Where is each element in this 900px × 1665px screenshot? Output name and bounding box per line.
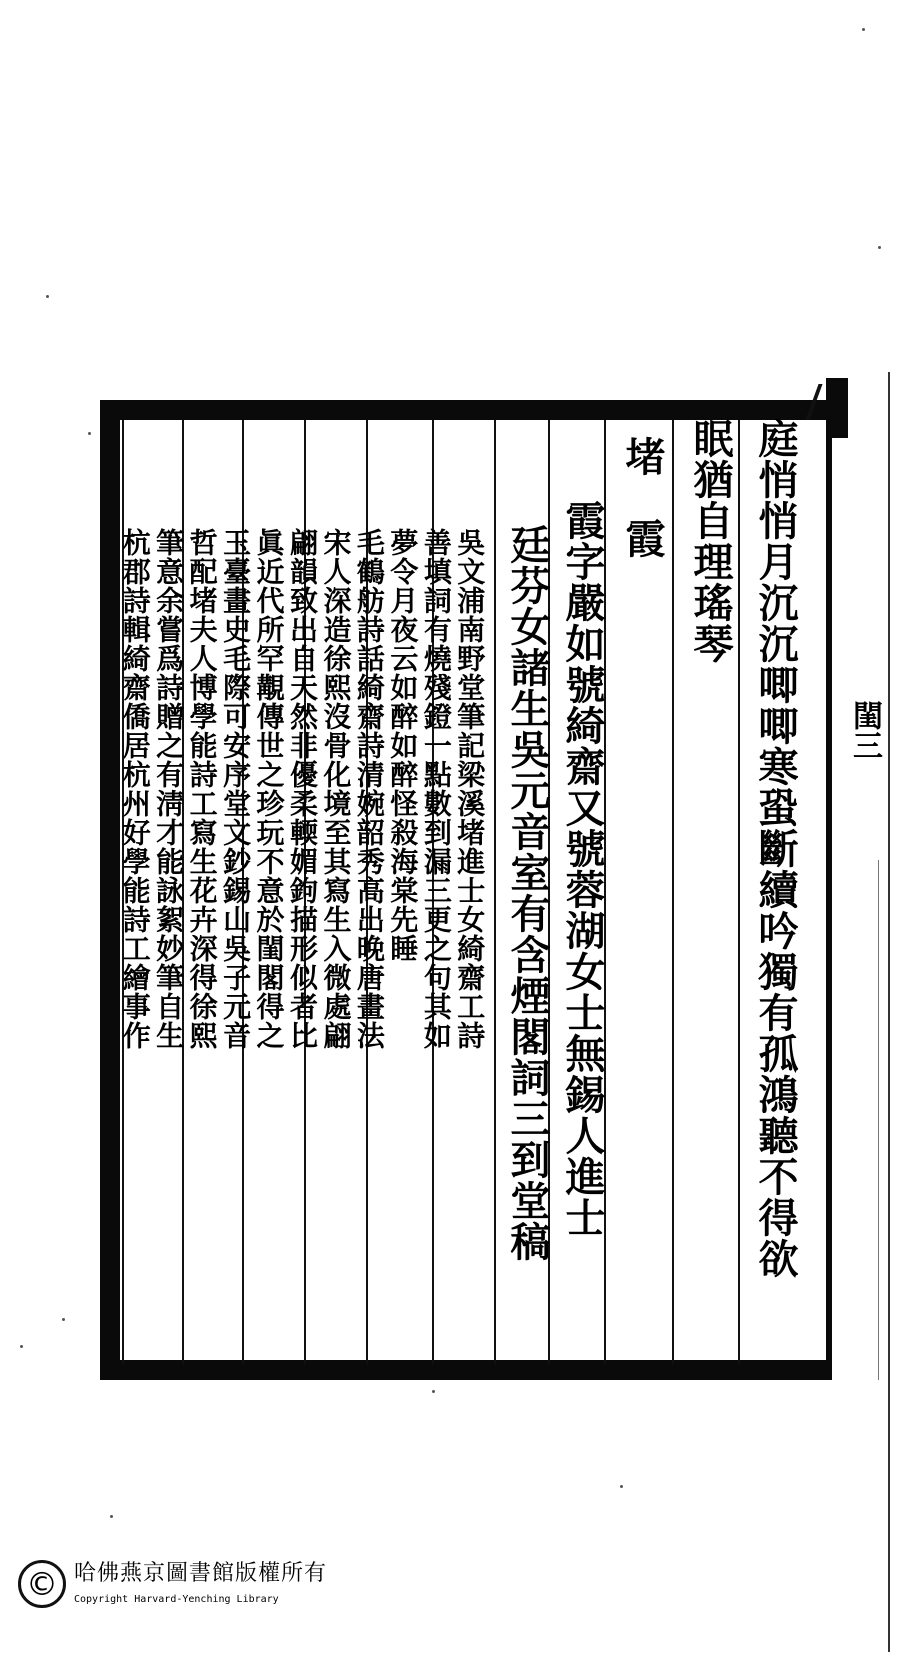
text-column-annotation: 善填詞有燒殘鐙一點數到漏三更之句其如 xyxy=(419,528,453,1050)
text-column-annotation: 毛鶴舫詩話綺齋詩清婉韶秀高出晚唐畫法 xyxy=(352,528,386,1050)
text-column-annotation: 夢令月夜云如醉如醉怪殺海棠先睡 xyxy=(386,528,420,963)
text-column: 堵 霞 xyxy=(619,436,666,559)
text-column-annotation: 筆意余嘗爲詩贈之有淸才能詠絮妙筆自生 xyxy=(152,528,186,1050)
text-column: 庭悄悄月沉沉唧唧寒蛩斷續吟獨有孤鴻聽不得欲 xyxy=(752,418,799,1279)
text-column: 眠猶自理瑤琴 xyxy=(687,418,734,664)
speck xyxy=(20,1345,23,1348)
text-column-annotation: 翩韻致出自天然非優柔輭媚鉤描形似者比 xyxy=(286,528,319,1050)
copyright-icon: © xyxy=(18,1560,66,1608)
speck xyxy=(62,1318,65,1321)
text-column-annotation: 吳文浦南野堂筆記梁溪堵進士女綺齋工詩 xyxy=(453,528,487,1050)
margin-tag: 閨三 xyxy=(847,700,882,760)
text-column-annotation: 宋人深造徐熙沒骨化境至其寫生入微處翩 xyxy=(319,528,353,1050)
corner-mark xyxy=(805,384,862,420)
text-column-annotation: 玉臺畫史毛際可安序堂文鈔錫山吳子元音 xyxy=(219,528,253,1050)
speck xyxy=(620,1485,623,1488)
text-column: 霞字嚴如號綺齋又號蓉湖女士無錫人進士 xyxy=(559,500,606,1238)
page-edge-line xyxy=(888,372,890,1652)
speck xyxy=(878,246,881,249)
column-rule xyxy=(672,420,674,1364)
speck xyxy=(862,28,865,31)
text-column-annotation: 杭郡詩輯綺齋僑居杭州好學能詩工繪事作 xyxy=(118,528,152,1050)
column-rule xyxy=(494,420,496,1364)
speck xyxy=(110,1515,113,1518)
page-edge-line xyxy=(878,860,879,1380)
speck xyxy=(88,432,91,435)
copyright-notice xyxy=(14,1542,328,1662)
text-column-annotation: 哲配堵夫人博學能詩工寫生花卉深得徐熙 xyxy=(185,528,219,1050)
speck xyxy=(46,295,49,298)
text-column: 廷芬女諸生吳元音室有含煙閣詞三到堂稿 xyxy=(504,524,551,1262)
copyright-english: Copyright Harvard-Yenching Library xyxy=(74,1594,279,1605)
speck xyxy=(432,1390,435,1393)
text-column-annotation: 眞近代所罕覯傳世之珍玩不意於閨閣得之 xyxy=(252,528,286,1050)
copyright-chinese: 哈佛燕京圖書館版權所有 xyxy=(74,1561,328,1586)
